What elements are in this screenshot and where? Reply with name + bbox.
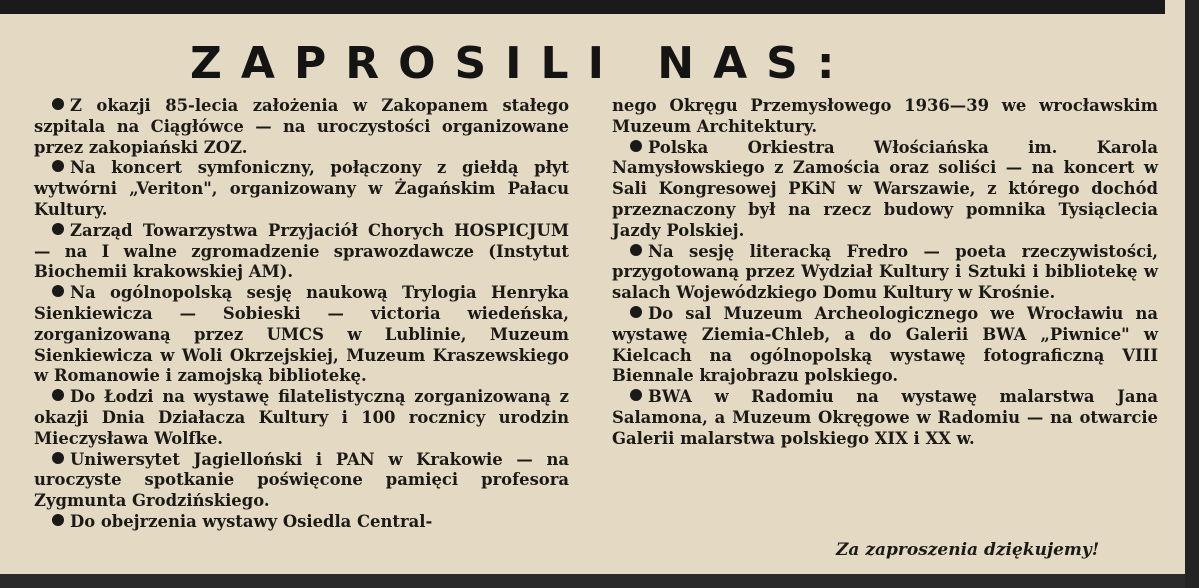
entry-text: Z okazji 85-lecia założenia w Zakopanem stałego szpitala na Ciągłówce — na uroczystości organizowane przez zakopiański ZOZ. — [34, 96, 569, 157]
article-title: ZAPROSILI NAS: — [190, 38, 854, 89]
invitation-entry — [612, 304, 1158, 387]
entry-text: Na koncert symfoniczny, połączony z giełdą płyt wytwórni „Veriton", organizowany w Żagańskim Pałacu Kultury. — [34, 158, 569, 219]
entry-text: nego Okręgu Przemysłowego 1936—39 we wrocławskim Muzeum Architektury. — [612, 96, 1158, 136]
left-column — [34, 96, 569, 533]
entry-text: Zarząd Towarzystwa Przyjaciół Chorych HOSPICJUM — na I walne zgromadzenie sprawozdawcze (Instytut Biochemii krakowskiej AM). — [34, 220, 569, 282]
right-column — [612, 96, 1158, 450]
entry-text: Na sesję literacką Fredro — poeta rzeczywistości, przygotowaną przez Wydział Kultury i Sztuki i bibliotekę w salach Wojewódzkiego Domu Kultury w Krośnie. — [612, 241, 1158, 303]
invitation-entry — [34, 283, 569, 387]
bottom-border — [0, 574, 1185, 588]
invitation-entry — [34, 450, 569, 512]
entry-text: Do Łodzi na wystawę filatelistyczną zorganizowaną z okazji Dnia Działacza Kultury i 100 rocznicy urodzin Mieczysława Wolfke. — [34, 387, 569, 448]
invitation-entry — [34, 221, 569, 283]
bullet-icon — [52, 285, 64, 297]
closing-thanks: Za zaproszenia dziękujemy! — [836, 540, 1100, 560]
bullet-icon — [52, 160, 64, 172]
invitation-entry-continued — [612, 96, 1158, 138]
entry-text: BWA w Radomiu na wystawę malarstwa Jana Salamona, a Muzeum Okręgowe w Radomiu — na otwarcie Galerii malarstwa polskiego XIX i XX w. — [612, 387, 1158, 448]
invitation-entry — [34, 158, 569, 220]
invitation-entry — [612, 387, 1158, 449]
bullet-icon — [630, 140, 642, 152]
right-border — [1185, 0, 1199, 588]
top-border — [0, 0, 1165, 14]
invitation-entry — [34, 512, 569, 533]
entry-text: Do sal Muzeum Archeologicznego we Wrocławiu na wystawę Ziemia-Chleb, a do Galerii BWA „Piwnice" w Kielcach na ogólnopolską wystawę fotograficzną VIII Biennale krajobrazu polskiego. — [612, 303, 1158, 386]
bullet-icon — [52, 98, 64, 110]
bullet-icon — [52, 514, 64, 526]
invitation-entry — [612, 138, 1158, 242]
bullet-icon — [52, 389, 64, 401]
bullet-icon — [630, 244, 642, 256]
bullet-icon — [630, 306, 642, 318]
bullet-icon — [52, 223, 64, 235]
entry-text: Uniwersytet Jagielloński i PAN w Krakowie — na uroczyste spotkanie poświęcone pamięci profesora Zygmunta Grodzińskiego. — [34, 449, 569, 511]
entry-text: Do obejrzenia wystawy Osiedla Central- — [70, 511, 433, 531]
bullet-icon — [52, 452, 64, 464]
entry-text: Na ogólnopolską sesję naukową Trylogia Henryka Sienkiewicza — Sobieski — victoria wiedeńska, zorganizowaną przez UMCS w Lublinie, Muzeum Sienkiewicza w Woli Okrzejskiej, Muzeum Kraszewskiego w Romanowie i zamojską bibliotekę. — [34, 283, 569, 386]
invitation-entry — [34, 96, 569, 158]
invitation-entry — [34, 387, 569, 449]
invitation-entry — [612, 242, 1158, 304]
bullet-icon — [630, 389, 642, 401]
entry-text: Polska Orkiestra Włościańska im. Karola Namysłowskiego z Zamościa oraz soliści — na koncert w Sali Kongresowej PKiN w Warszawie, z którego dochód przeznaczony był na rzecz budowy pomnika Tysiąclecia Jazdy Polskiej. — [612, 137, 1158, 240]
